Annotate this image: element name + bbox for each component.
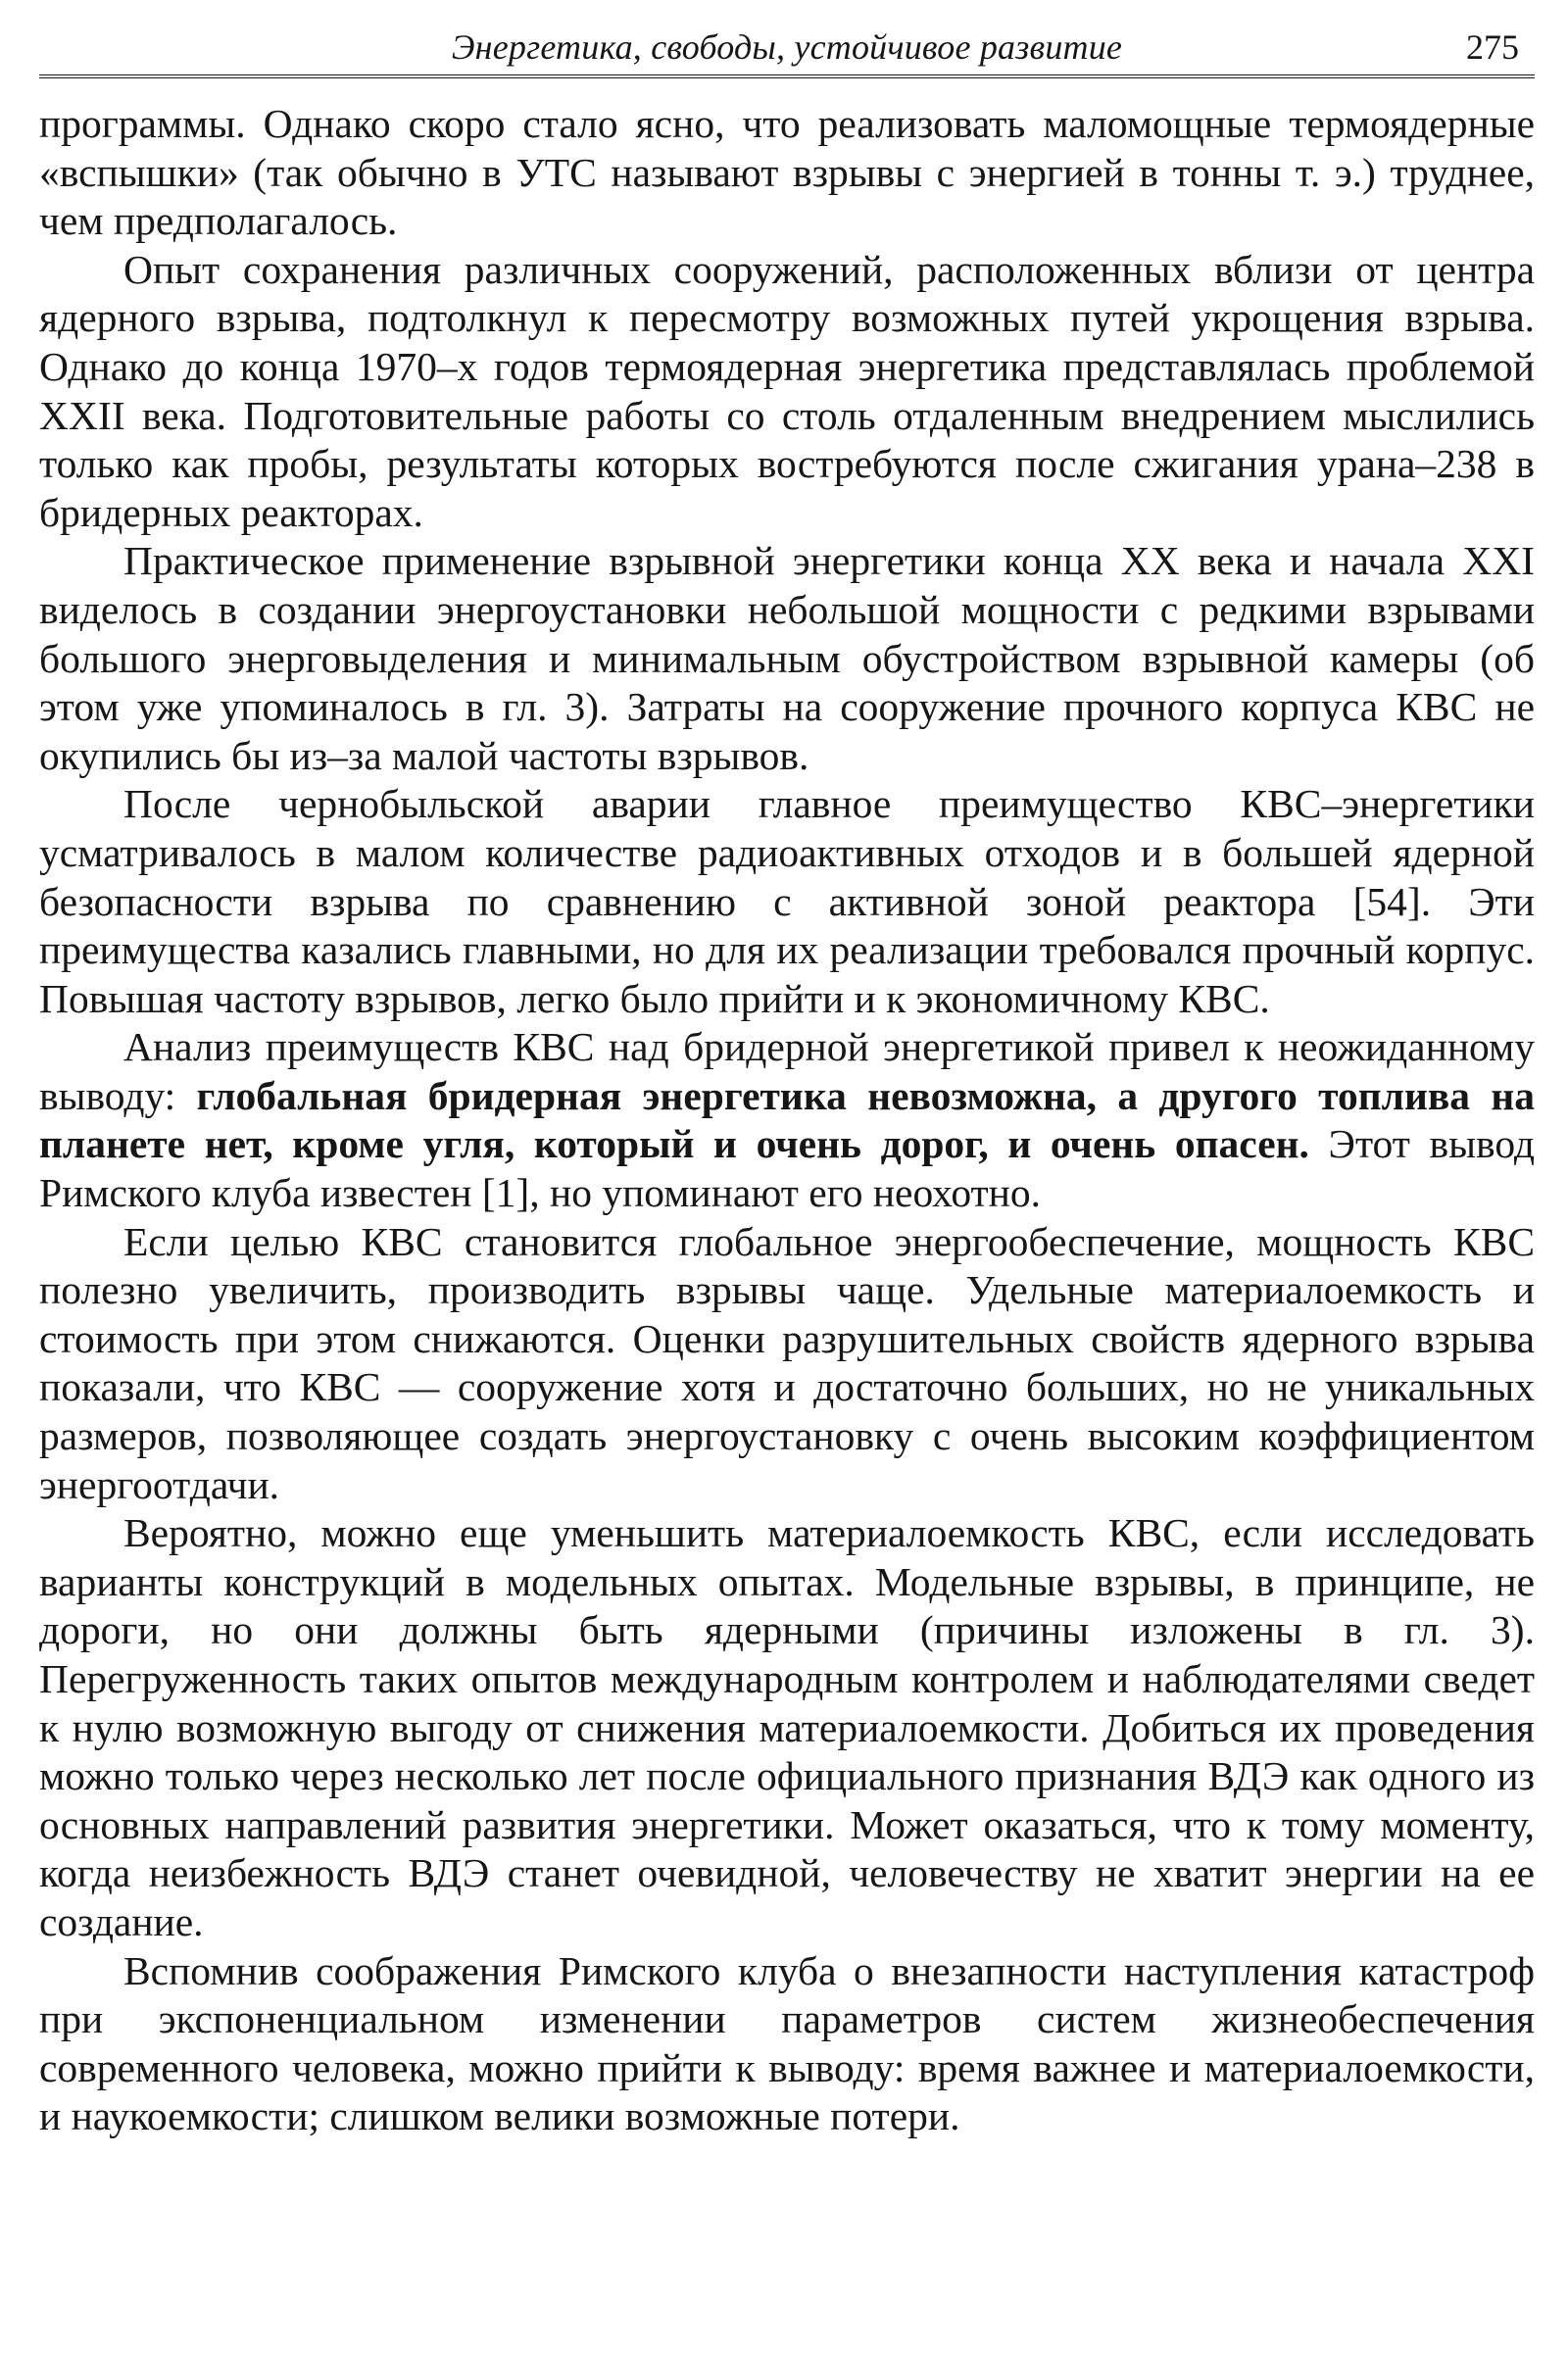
paragraph-5-lead: Анализ преимуществ КВС над бридерной энергетикой привел к неожиданному выводу: xyxy=(39,1024,1535,1118)
paragraph-4: После чернобыльской аварии главное преимущество КВС–энергетики усматривалось в малом количестве радиоактивных отходов и в большей ядерной безопасности взрыва по сравнению с активной зоной реактора [54]. Эти преимущества казались главными, но для их реализации требовался прочный корпус. Повышая частоту взрывов, легко было прийти и к экономичному КВС. xyxy=(39,781,1535,1021)
paragraph-5 xyxy=(39,1023,1535,1217)
paragraph-1: программы. Однако скоро стало ясно, что реализовать маломощные термоядерные «вспышки» (так обычно в УТС называют взрывы с энергией в тонны т. э.) труднее, чем предполагалось. xyxy=(39,101,1535,244)
paragraph-8: Вспомнив соображения Римского клуба о внезапности наступления катастроф при экспоненциальном изменении параметров систем жизнеобеспечения современного человека, можно прийти к выводу: время важнее и материалоемкости, и наукоемкости; слишком велики возможные потери. xyxy=(39,1947,1535,2139)
paragraph-5-tail: Этот вывод Римского клуба известен [1], но упоминают его неохотно. xyxy=(39,1121,1535,1216)
paragraph-3: Практическое применение взрывной энергетики конца XX века и начала XXI виделось в создании энергоустановки небольшой мощности с редкими взрывами большого энерговыделения и минимальным обустройством взрывной камеры (об этом уже упоминалось в гл. 3). Затраты на сооружение прочного корпуса КВС не окупились бы из–за малой частоты взрывов. xyxy=(39,538,1535,778)
paragraph-2: Опыт сохранения различных сооружений, расположенных вблизи от центра ядерного взрыва, подтолкнул к пересмотру возможных путей укрощения взрыва. Однако до конца 1970–х годов термоядерная энергетика представлялась проблемой XXII века. Подготовительные работы со столь отдаленным внедрением мыслились только как пробы, результаты которых востребуются после сжигания урана–238 в бридерных реакторах. xyxy=(39,246,1535,535)
paragraph-6: Если целью КВС становится глобальное энергообеспечение, мощность КВС полезно увеличить, производить взрывы чаще. Удельные материалоемкость и стоимость при этом снижаются. Оценки разрушительных свойств ядерного взрыва показали, что КВС — сооружение хотя и достаточно больших, но не уникальных размеров, позволяющее создать энергоустановку с очень высоким коэффициентом энергоотдачи. xyxy=(39,1218,1535,1507)
paragraph-7: Вероятно, можно еще уменьшить материалоемкость КВС, если исследовать варианты конструкций в модельных опытах. Модельные взрывы, в принципе, не дороги, но они должны быть ядерными (причины изложены в гл. 3). Перегруженность таких опытов международным контролем и наблюдателями сведет к нулю возможную выгоду от снижения материалоемкости. Добиться их проведения можно только через несколько лет после официального признания ВДЭ как одного из основных направлений развития энергетики. Может оказаться, что к тому моменту, когда неизбежность ВДЭ станет очевидной, человечеству не хватит энергии на ее создание. xyxy=(39,1510,1535,1944)
paragraph-5-bold-conclusion: глобальная бридерная энергетика невозможна, а другого топлива на планете нет, кроме угля, который и очень дорог, и очень опасен. xyxy=(39,1072,1535,1167)
book-page xyxy=(39,22,1535,2141)
page-number: 275 xyxy=(1466,27,1519,67)
body-text xyxy=(39,100,1535,2141)
running-header xyxy=(39,22,1535,78)
running-header-title: Энергетика, свободы, устойчивое развитие xyxy=(451,27,1123,67)
